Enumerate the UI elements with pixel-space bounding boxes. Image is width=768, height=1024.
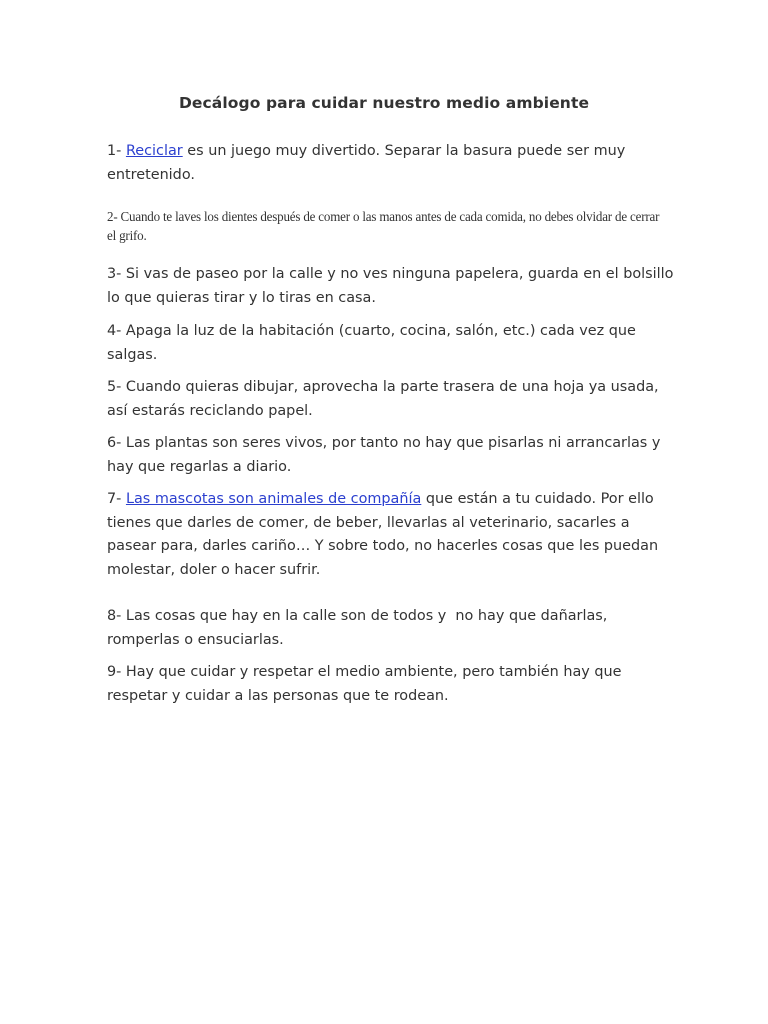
item-9-text: 9- Hay que cuidar y respetar el medio ambiente, pero también hay que respetar y cuidar a las personas que te rodean. xyxy=(107,664,622,704)
item-5-text: 5- Cuando quieras dibujar, aprovecha la parte trasera de una hoja ya usada, así estarás reciclando papel. xyxy=(107,379,659,419)
item-4-text: 4- Apaga la luz de la habitación (cuarto, cocina, salón, etc.) cada vez que salgas. xyxy=(107,323,636,363)
item-2-text: 2- Cuando te laves los dientes después de comer o las manos antes de cada comida, no debes olvidar de cerrar el grifo. xyxy=(107,210,660,244)
list-item-8 xyxy=(107,605,677,652)
list-item-9 xyxy=(107,661,677,708)
list-item-5 xyxy=(107,376,677,423)
item-6-text: 6- Las plantas son seres vivos, por tanto no hay que pisarlas ni arrancarlas y hay que regarlas a diario. xyxy=(107,435,661,475)
item-7-text: que están a tu cuidado. Por ello tienes que darles de comer, de beber, llevarlas al veterinario, sacarles a pasear para, darles cariño… Y sobre todo, no hacerles cosas que les puedan molestar, doler o hacer sufrir. xyxy=(107,491,659,578)
item-3-text: 3- Si vas de paseo por la calle y no ves ninguna papelera, guarda en el bolsillo lo que quieras tirar y lo tiras en casa. xyxy=(107,266,674,306)
item-7-prefix: 7- xyxy=(107,491,126,507)
list-item-7 xyxy=(107,488,677,582)
list-item-2 xyxy=(107,208,665,246)
item-1-prefix: 1- xyxy=(107,143,126,159)
list-item-3 xyxy=(107,263,677,310)
reciclar-link[interactable]: Reciclar xyxy=(125,143,183,159)
item-1-text: es un juego muy divertido. Separar la basura puede ser muy entretenido. xyxy=(107,143,626,183)
document-title: Decálogo para cuidar nuestro medio ambiente xyxy=(178,94,590,112)
list-item-4 xyxy=(107,320,677,367)
item-8-text: 8- Las cosas que hay en la calle son de todos y no hay que dañarlas, romperlas o ensuciarlas. xyxy=(107,608,612,648)
list-item-6 xyxy=(107,432,677,479)
mascotas-link[interactable]: Las mascotas son animales de compañía xyxy=(125,491,422,507)
list-item-1 xyxy=(107,140,677,187)
